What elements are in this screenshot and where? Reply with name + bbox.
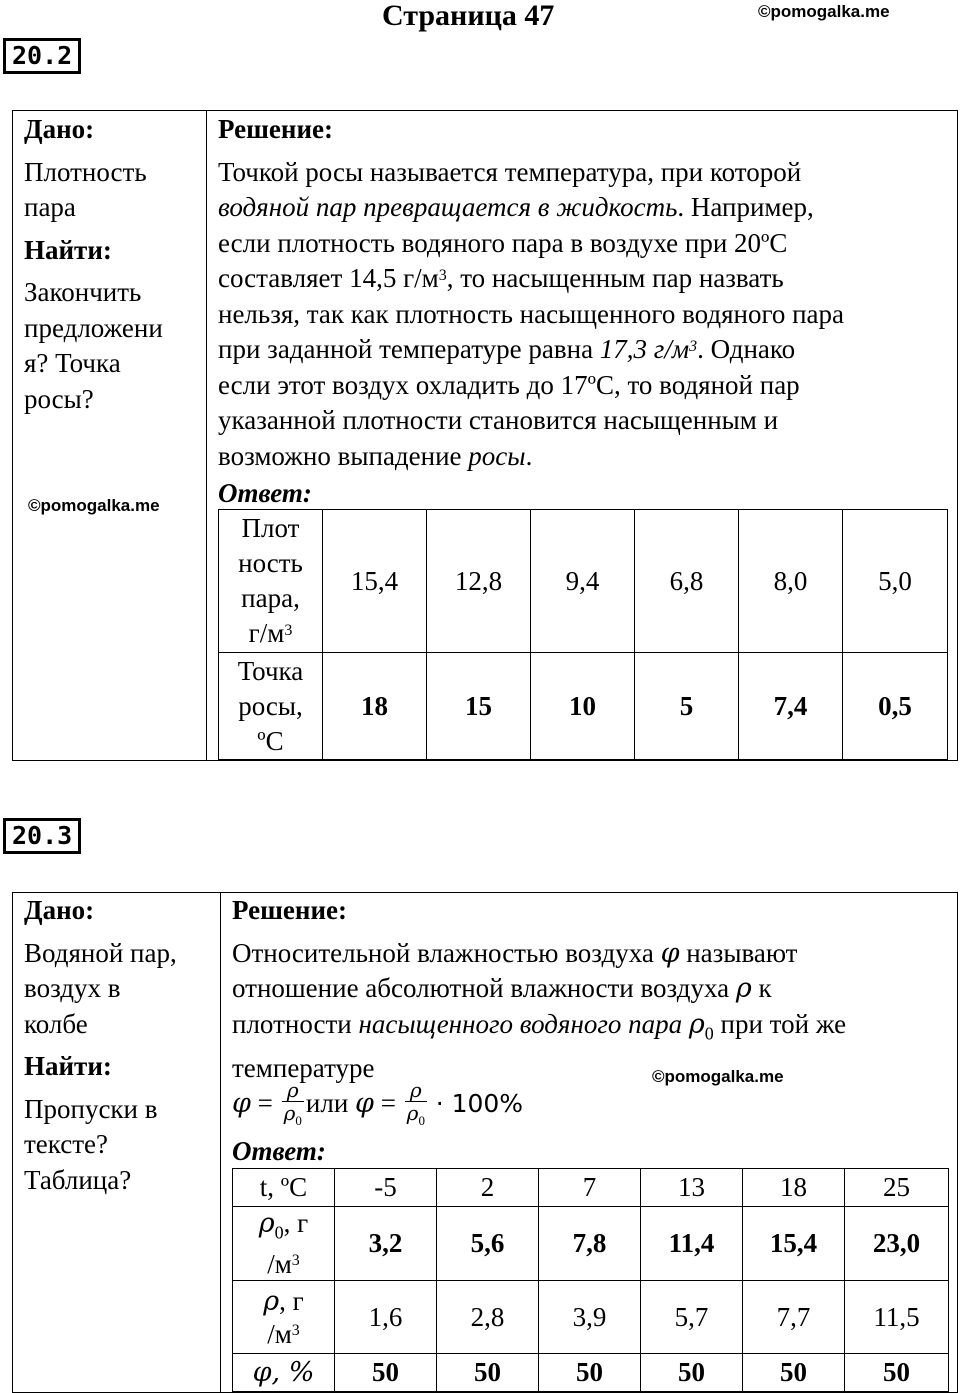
table-cell: 8,0 [739, 510, 843, 653]
solution-label: Решение: [232, 895, 347, 925]
text: Относительной влажностью воздуха [232, 937, 661, 968]
table-cell: 50 [437, 1354, 539, 1392]
header-line [233, 1318, 334, 1350]
subscript: 0 [704, 1022, 714, 1043]
text: , г [279, 1285, 304, 1316]
italic-text: насыщенного водяного пара [358, 1008, 683, 1039]
solution-line [218, 190, 844, 226]
phi-symbol: φ [232, 1088, 251, 1119]
given-column-20-2 [24, 112, 163, 417]
solution-line [232, 936, 846, 972]
superscript: 3 [291, 1321, 300, 1339]
subscript: 0 [418, 1113, 425, 1129]
table-row [233, 1281, 949, 1354]
table-cell: 2,8 [437, 1281, 539, 1354]
text: возможно выпадение [218, 440, 469, 471]
table-cell: 50 [641, 1354, 743, 1392]
header-line [219, 616, 322, 651]
fraction [282, 1079, 304, 1132]
denominator [282, 1102, 304, 1132]
divider-20-3 [220, 892, 221, 1393]
header-line [233, 1285, 334, 1318]
header-line: ность [238, 548, 303, 578]
text: , то насыщенным пар назвать [446, 263, 784, 293]
problem-number-20-3: 20.3 [3, 818, 81, 854]
numerator: ρ [282, 1079, 304, 1102]
solution-line [218, 261, 844, 297]
text: при заданной температуре равна [218, 334, 600, 364]
given-line: пара [24, 192, 76, 222]
equals: = [257, 1088, 273, 1118]
fraction [405, 1079, 427, 1132]
solution-line [218, 439, 844, 475]
solution-line [218, 332, 844, 368]
find-line: предложени [24, 312, 163, 343]
solution-20-3 [232, 893, 846, 1087]
table-cell: 15 [427, 653, 531, 760]
given-line: Водяной пар, [24, 937, 177, 968]
solution-line: если плотность водяного пара в воздухе при 20ºС [218, 227, 788, 258]
table-cell: 50 [335, 1354, 437, 1392]
header-line [233, 1248, 334, 1280]
table-cell: 50 [845, 1354, 949, 1392]
find-line: я? Точка [24, 348, 121, 378]
table-cell: 2 [437, 1169, 539, 1207]
table-cell: 5 [635, 653, 739, 760]
table-cell: 5,6 [437, 1207, 539, 1281]
given-label: Дано: [24, 114, 95, 144]
table-cell: 13 [641, 1169, 743, 1207]
italic-text: росы [468, 440, 526, 471]
answer-table-20-2 [218, 509, 948, 760]
text: к [751, 973, 772, 1003]
phi-symbol: φ [355, 1088, 374, 1119]
solution-line: нельзя, так как плотность насыщенного водяного пара [218, 298, 845, 329]
text: г/м [248, 618, 285, 648]
table-cell: 23,0 [845, 1207, 949, 1281]
header-line: пара, [241, 583, 300, 613]
divider-20-2 [206, 110, 207, 761]
table-cell: 6,8 [635, 510, 739, 653]
table-cell: 1,6 [335, 1281, 437, 1354]
row-header [233, 1207, 335, 1281]
solution-20-2 [218, 112, 844, 474]
table-cell: 12,8 [427, 510, 531, 653]
find-label: Найти: [24, 1051, 112, 1081]
superscript: 3 [438, 267, 447, 284]
table-row [219, 653, 948, 760]
table-cell: 7,7 [743, 1281, 845, 1354]
solution-label: Решение: [218, 114, 333, 144]
table-cell: 5,0 [843, 510, 948, 653]
text: /м [267, 1249, 292, 1280]
find-line: росы? [24, 383, 94, 414]
rho0-symbol: ρ [688, 1008, 705, 1040]
solution-line: Точкой росы называется температура, при которой [218, 156, 802, 187]
formula [232, 1078, 523, 1132]
text: плотности [232, 1008, 359, 1039]
given-line: колбе [24, 1008, 88, 1039]
header-line: ºС [257, 725, 284, 756]
phi-symbol: φ [660, 937, 680, 969]
table-row [233, 1207, 949, 1281]
row-header: φ, % [233, 1354, 335, 1392]
find-line: Таблица? [24, 1164, 132, 1195]
problem-number-20-2: 20.2 [3, 38, 81, 74]
find-line: тексте? [24, 1129, 108, 1159]
rho-symbol: ρ [283, 1101, 296, 1126]
table-cell: 9,4 [531, 510, 635, 653]
table-cell: 7 [539, 1169, 641, 1207]
header-line: росы, [238, 690, 303, 721]
text: составляет 14,5 г/м [218, 263, 439, 293]
superscript: 3 [291, 1252, 300, 1270]
percent-factor: · 100% [435, 1089, 524, 1118]
text: называют [679, 937, 798, 968]
table-cell: 18 [323, 653, 427, 760]
row-header [219, 653, 323, 760]
text: . Например, [677, 192, 814, 222]
table-row [233, 1354, 949, 1392]
find-label: Найти: [24, 234, 112, 265]
header-line: Плот [241, 513, 300, 543]
table-cell: 3,2 [335, 1207, 437, 1281]
find-line: Закончить [24, 277, 142, 307]
watermark-mid: ©pomogalka.me [652, 1067, 784, 1086]
subscript: 0 [274, 1222, 284, 1243]
solution-line: температуре [232, 1053, 375, 1084]
rho-symbol: ρ [258, 1208, 275, 1239]
table-cell: 10 [531, 653, 635, 760]
text: . [525, 440, 533, 471]
table-cell: 7,8 [539, 1207, 641, 1281]
table-cell: 7,4 [739, 653, 843, 760]
rho-symbol: ρ [263, 1285, 280, 1317]
given-line: воздух в [24, 973, 121, 1003]
table-cell: 18 [743, 1169, 845, 1207]
solution-line [232, 971, 846, 1007]
header-line: Точка [237, 655, 304, 686]
table-cell: 11,4 [641, 1207, 743, 1281]
solution-line [232, 1007, 846, 1052]
subscript: 0 [295, 1113, 302, 1129]
italic-text: водяной пар превращается в жидкость [218, 192, 678, 222]
text: . Однако [697, 334, 796, 364]
text: отношение абсолютной влажности воздуха [232, 973, 736, 1003]
text: /м [267, 1318, 292, 1349]
answer-label-20-2: Ответ: [218, 478, 312, 508]
table-cell: 25 [845, 1169, 949, 1207]
table-row [219, 510, 948, 653]
or-text: или [305, 1088, 349, 1118]
row-header: t, ºС [233, 1169, 335, 1207]
watermark-left: ©pomogalka.me [28, 496, 160, 515]
given-label: Дано: [24, 895, 95, 925]
numerator: ρ [405, 1079, 427, 1102]
watermark-top: ©pomogalka.me [758, 2, 890, 21]
table-cell: 15,4 [743, 1207, 845, 1281]
table-cell: 15,4 [323, 510, 427, 653]
table-cell: 50 [743, 1354, 845, 1392]
find-line: Пропуски в [24, 1093, 158, 1124]
rho-symbol: ρ [406, 1101, 419, 1126]
table-cell: 50 [539, 1354, 641, 1392]
table-row [233, 1169, 949, 1207]
denominator [405, 1102, 427, 1132]
text: , г [283, 1208, 309, 1238]
rho-symbol: ρ [735, 973, 752, 1004]
superscript: 3 [689, 338, 698, 355]
header-line [233, 1207, 334, 1248]
answer-table-20-3 [232, 1168, 949, 1392]
table-cell: 0,5 [843, 653, 948, 760]
solution-line: указанной плотности становится насыщенным и [218, 405, 779, 435]
italic-text: 17,3 г/м [599, 334, 690, 364]
page-title: Страница 47 [382, 0, 555, 32]
row-header [233, 1281, 335, 1354]
given-line: Плотность [24, 156, 147, 187]
text: при той же [713, 1008, 847, 1039]
table-cell: -5 [335, 1169, 437, 1207]
answer-label-20-3: Ответ: [232, 1136, 326, 1166]
equals: = [380, 1088, 396, 1118]
table-cell: 5,7 [641, 1281, 743, 1354]
solution-line: если этот воздух охладить до 17ºС, то водяной пар [218, 369, 800, 400]
row-header [219, 510, 323, 653]
table-cell: 3,9 [539, 1281, 641, 1354]
table-cell: 11,5 [845, 1281, 949, 1354]
given-column-20-3 [24, 893, 177, 1198]
superscript: 3 [284, 622, 293, 639]
